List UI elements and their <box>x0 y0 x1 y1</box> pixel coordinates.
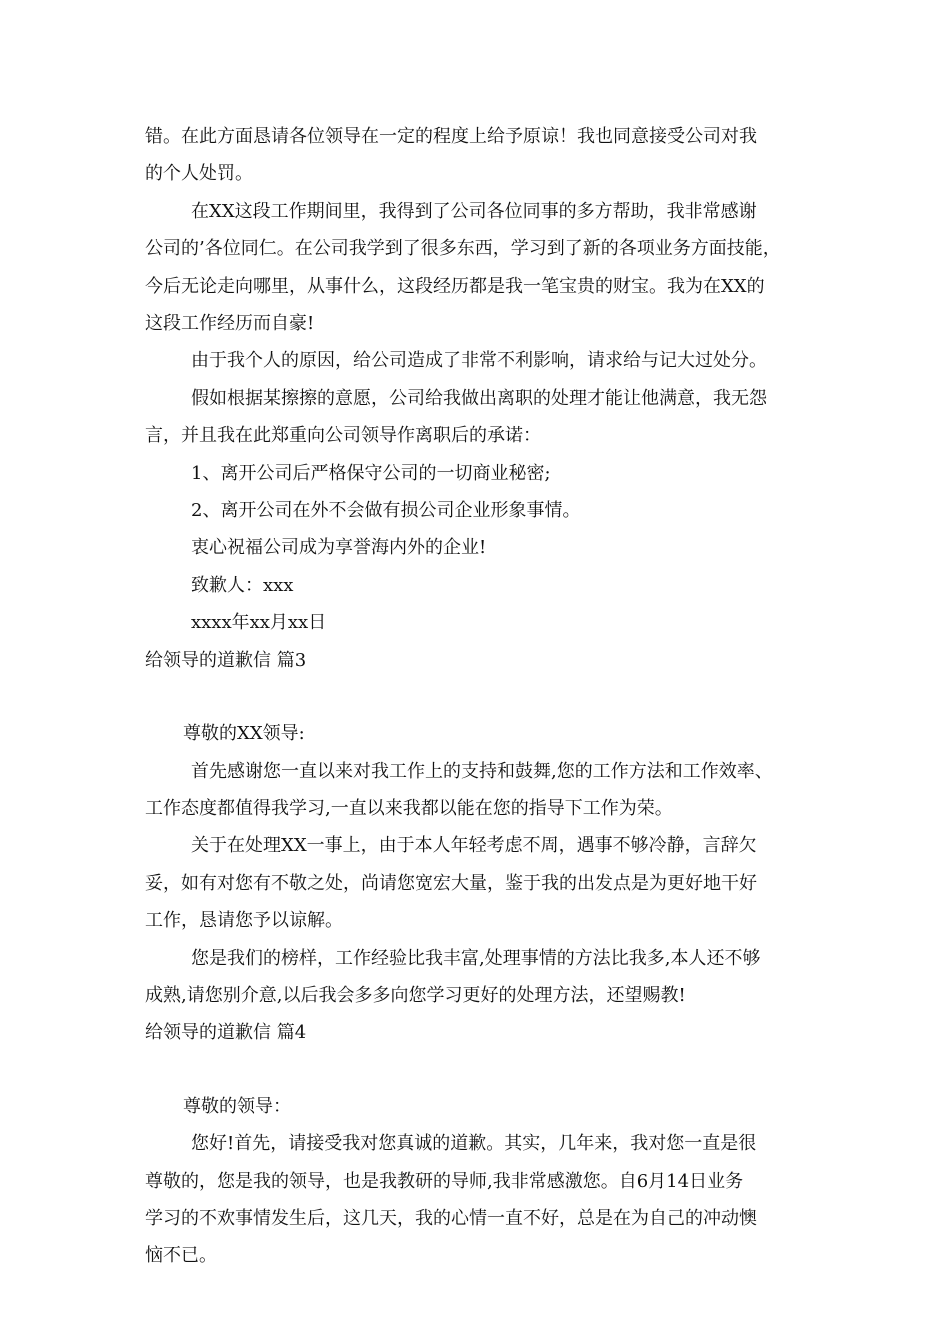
paragraph-line: 今后无论走向哪里，从事什么，这段经历都是我一笔宝贵的财宝。我为在XX的 <box>145 275 765 297</box>
paragraph-line: 成熟,请您别介意,以后我会多多向您学习更好的处理方法，还望赐教! <box>145 984 686 1006</box>
paragraph-line: 在XX这段工作期间里，我得到了公司各位同事的多方帮助，我非常感谢 <box>191 200 757 222</box>
letter-body <box>145 118 810 1275</box>
paragraph-line: 您好!首先，请接受我对您真诚的道歉。其实，几年来，我对您一直是很 <box>191 1133 757 1155</box>
paragraph-line: 的个人处罚。 <box>145 163 253 185</box>
paragraph-line: 工作态度都值得我学习,一直以来我都以能在您的指导下工作为荣。 <box>145 797 673 819</box>
paragraph-line: 您是我们的榜样，工作经验比我丰富,处理事情的方法比我多,本人还不够 <box>191 947 761 969</box>
paragraph-line: 公司的’各位同仁。在公司我学到了很多东西，学习到了新的各项业务方面技能， <box>145 238 781 260</box>
list-item: 2、离开公司在外不会做有损公司企业形象事情。 <box>191 500 581 522</box>
paragraph-line: 错。在此方面恳请各位领导在一定的程度上给予原谅！我也同意接受公司对我 <box>145 126 757 147</box>
spacer <box>145 1052 810 1088</box>
paragraph-line: 关于在处理XX一事上，由于本人年轻考虑不周，遇事不够冷静，言辞欠 <box>191 835 757 857</box>
paragraph-line: 尊敬的，您是我的领导，也是我教研的导师,我非常感激您。自6月14日业务 <box>145 1170 744 1192</box>
date-line: xxxx年xx月xx日 <box>191 612 327 634</box>
section-heading: 给领导的道歉信 篇3 <box>145 649 307 671</box>
salutation: 尊敬的领导： <box>183 1095 291 1117</box>
paragraph-line: 由于我个人的原因，给公司造成了非常不利影响，请求给与记大过处分。 <box>191 350 767 372</box>
paragraph-line: 恼不已。 <box>145 1245 217 1267</box>
paragraph-line: 这段工作经历而自豪! <box>145 313 315 335</box>
signature-line: 致歉人：xxx <box>191 574 294 596</box>
paragraph-line: 学习的不欢事情发生后，这几天，我的心情一直不好，总是在为自己的冲动懊 <box>145 1207 757 1229</box>
paragraph-line: 工作，恳请您予以谅解。 <box>145 910 343 932</box>
paragraph-line: 言，并且我在此郑重向公司领导作离职后的承诺： <box>145 425 541 447</box>
paragraph-line: 妥，如有对您有不敬之处，尚请您宽宏大量，鉴于我的出发点是为更好地干好 <box>145 872 757 894</box>
paragraph-line: 假如根据某擦擦的意愿，公司给我做出离职的处理才能让他满意，我无怨 <box>191 387 767 409</box>
paragraph-line: 首先感谢您一直以来对我工作上的支持和鼓舞,您的工作方法和工作效率、 <box>191 760 773 782</box>
spacer <box>145 679 810 715</box>
salutation: 尊敬的XX领导: <box>183 723 305 745</box>
section-heading: 给领导的道歉信 篇4 <box>145 1022 307 1044</box>
paragraph-line: 衷心祝福公司成为享誉海内外的企业! <box>191 537 487 559</box>
list-item: 1、离开公司后严格保守公司的一切商业秘密; <box>191 462 551 484</box>
